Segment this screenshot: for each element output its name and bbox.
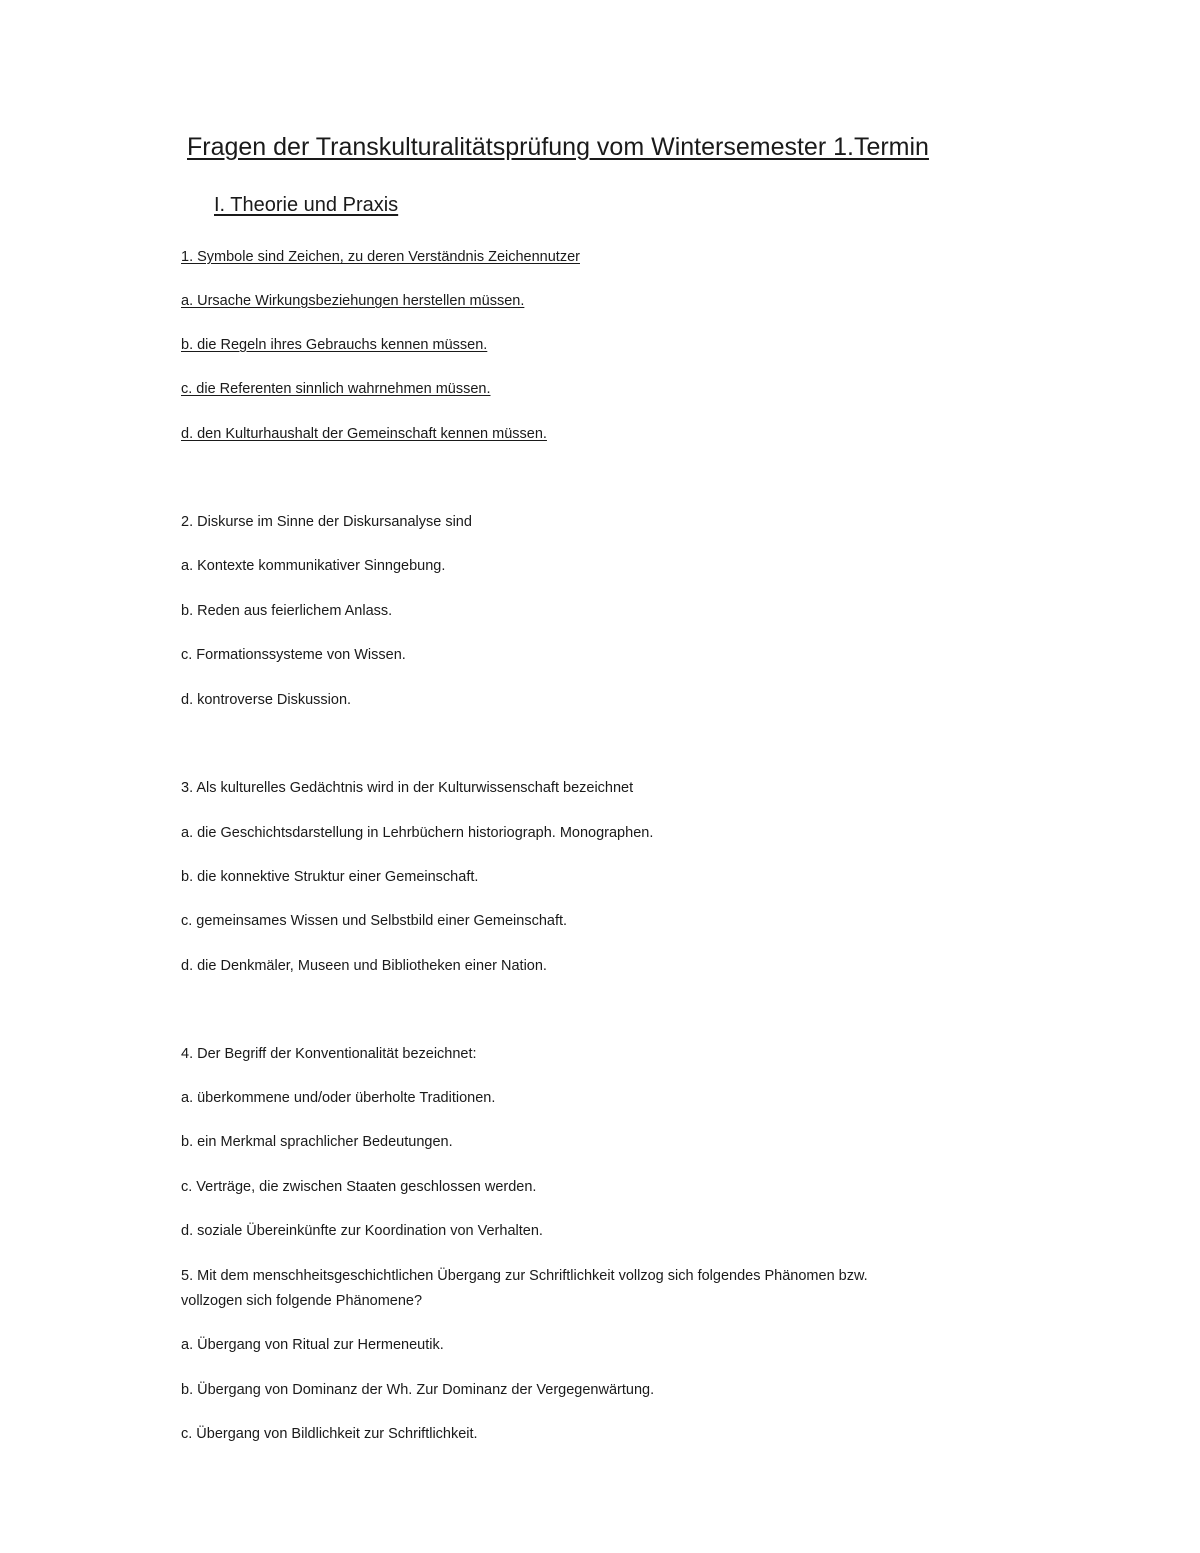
section-heading: I. Theorie und Praxis xyxy=(214,194,399,216)
question-3-option-c: c. gemeinsames Wissen und Selbstbild einer Gemeinschaft. xyxy=(181,913,568,929)
question-5-line-1: 5. Mit dem menschheitsgeschichtlichen Übergang zur Schriftlichkeit vollzog sich folgendes Phänomen bzw. xyxy=(181,1268,868,1284)
question-1-option-b: b. die Regeln ihres Gebrauchs kennen müssen. xyxy=(181,337,488,353)
question-2-option-c: c. Formationssysteme von Wissen. xyxy=(181,647,406,663)
question-4: 4. Der Begriff der Konventionalität bezeichnet: xyxy=(181,1046,477,1062)
question-2-option-a: a. Kontexte kommunikativer Sinngebung. xyxy=(181,558,446,574)
question-4-option-d: d. soziale Übereinkünfte zur Koordination von Verhalten. xyxy=(181,1223,543,1239)
question-4-option-a: a. überkommene und/oder überholte Traditionen. xyxy=(181,1090,496,1106)
question-3: 3. Als kulturelles Gedächtnis wird in der Kulturwissenschaft bezeichnet xyxy=(181,780,634,796)
question-5-line-2: vollzogen sich folgende Phänomene? xyxy=(181,1293,423,1309)
question-2-option-b: b. Reden aus feierlichem Anlass. xyxy=(181,603,393,619)
question-3-option-b: b. die konnektive Struktur einer Gemeinschaft. xyxy=(181,869,479,885)
question-5-option-c: c. Übergang von Bildlichkeit zur Schriftlichkeit. xyxy=(181,1426,478,1442)
question-1-option-c: c. die Referenten sinnlich wahrnehmen müssen. xyxy=(181,381,491,397)
question-2: 2. Diskurse im Sinne der Diskursanalyse sind xyxy=(181,514,472,530)
question-3-option-a: a. die Geschichtsdarstellung in Lehrbüchern historiograph. Monographen. xyxy=(181,825,654,841)
question-1-option-a: a. Ursache Wirkungsbeziehungen herstellen müssen. xyxy=(181,293,525,309)
question-3-option-d: d. die Denkmäler, Museen und Bibliotheken einer Nation. xyxy=(181,958,547,974)
question-5-option-b: b. Übergang von Dominanz der Wh. Zur Dominanz der Vergegenwärtung. xyxy=(181,1382,655,1398)
question-1-option-d: d. den Kulturhaushalt der Gemeinschaft kennen müssen. xyxy=(181,426,547,442)
document-title: Fragen der Transkulturalitätsprüfung vom Wintersemester 1.Termin xyxy=(187,133,929,161)
question-2-option-d: d. kontroverse Diskussion. xyxy=(181,692,352,708)
question-5-option-a: a. Übergang von Ritual zur Hermeneutik. xyxy=(181,1337,444,1353)
question-1: 1. Symbole sind Zeichen, zu deren Verständnis Zeichennutzer xyxy=(181,249,580,265)
question-4-option-c: c. Verträge, die zwischen Staaten geschlossen werden. xyxy=(181,1179,537,1195)
question-4-option-b: b. ein Merkmal sprachlicher Bedeutungen. xyxy=(181,1134,453,1150)
